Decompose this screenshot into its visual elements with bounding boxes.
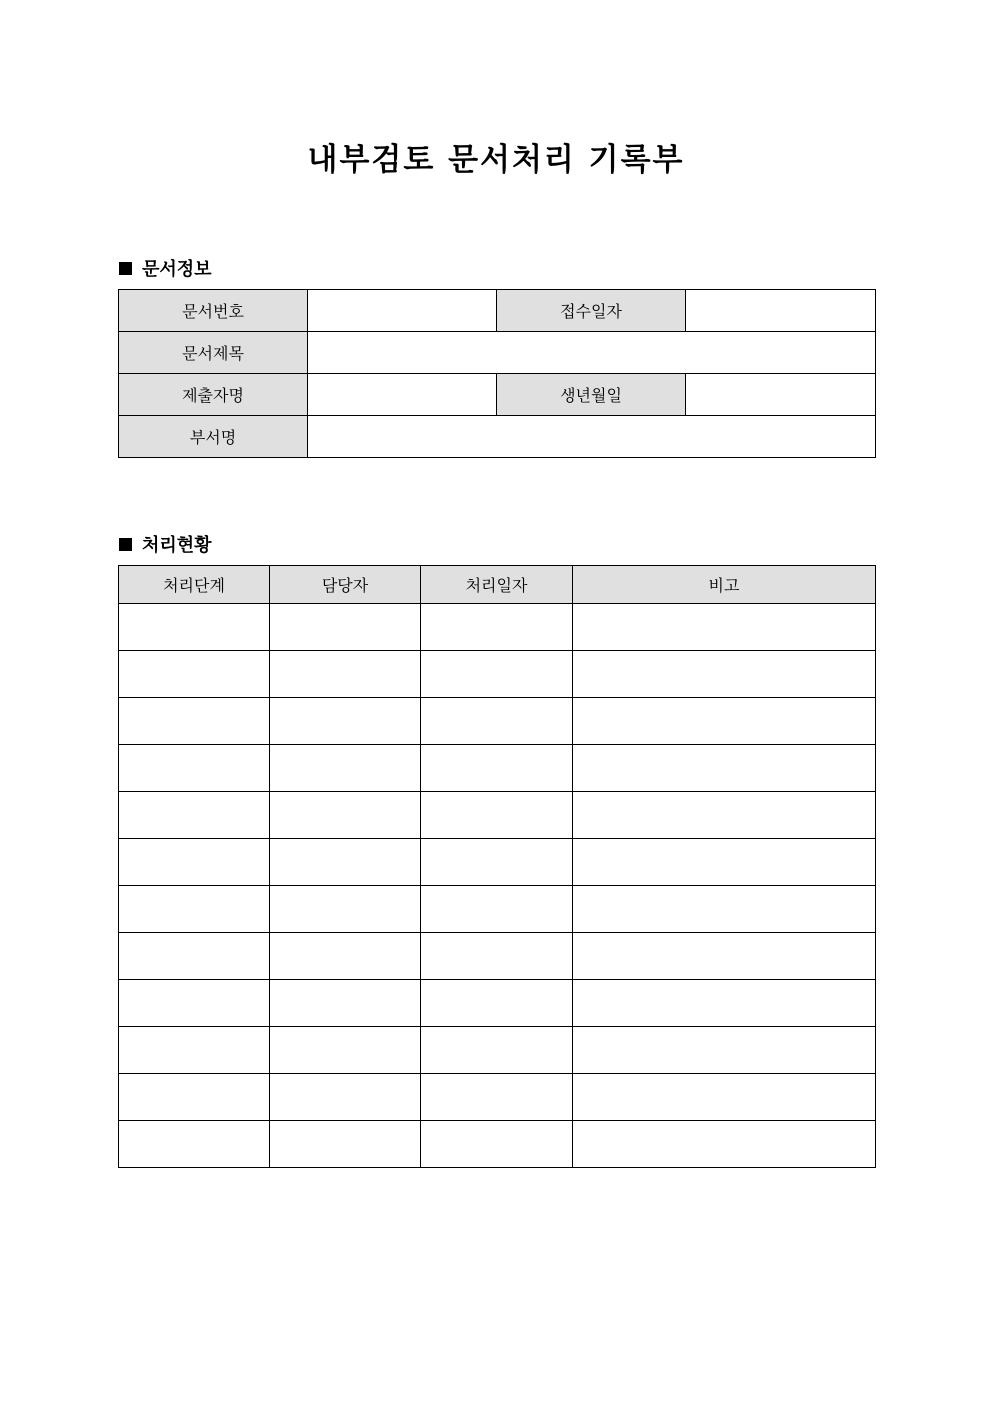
table-row [119, 604, 876, 651]
doc-title-label: 문서제목 [119, 332, 308, 374]
table-row [119, 933, 876, 980]
table-row [119, 698, 876, 745]
info-row [119, 416, 876, 458]
status-section-heading-text: 처리현황 [142, 535, 212, 556]
date-cell[interactable] [421, 651, 573, 698]
doc-no-field[interactable] [308, 290, 497, 332]
status-section-heading [119, 531, 212, 557]
stage-cell[interactable] [119, 792, 270, 839]
assignee-cell[interactable] [270, 933, 421, 980]
assignee-cell[interactable] [270, 839, 421, 886]
remarks-cell[interactable] [573, 745, 876, 792]
remarks-cell[interactable] [573, 933, 876, 980]
remarks-cell[interactable] [573, 980, 876, 1027]
department-label: 부서명 [119, 416, 308, 458]
processing-status-table [118, 565, 876, 1168]
info-section-heading-text: 문서정보 [142, 259, 212, 280]
stage-cell[interactable] [119, 1074, 270, 1121]
date-cell[interactable] [421, 792, 573, 839]
remarks-cell[interactable] [573, 1074, 876, 1121]
received-date-label: 접수일자 [497, 290, 686, 332]
table-row [119, 745, 876, 792]
doc-title-field[interactable] [308, 332, 876, 374]
remarks-cell[interactable] [573, 839, 876, 886]
date-cell[interactable] [421, 1074, 573, 1121]
date-cell[interactable] [421, 980, 573, 1027]
assignee-cell[interactable] [270, 745, 421, 792]
document-info-table [118, 289, 876, 458]
stage-cell[interactable] [119, 933, 270, 980]
remarks-cell[interactable] [573, 792, 876, 839]
stage-cell[interactable] [119, 651, 270, 698]
assignee-cell[interactable] [270, 1027, 421, 1074]
date-cell[interactable] [421, 1027, 573, 1074]
stage-cell[interactable] [119, 1121, 270, 1168]
assignee-cell[interactable] [270, 980, 421, 1027]
stage-cell[interactable] [119, 604, 270, 651]
assignee-cell[interactable] [270, 604, 421, 651]
table-row [119, 886, 876, 933]
date-cell[interactable] [421, 886, 573, 933]
assignee-cell[interactable] [270, 698, 421, 745]
submitter-field[interactable] [308, 374, 497, 416]
stage-cell[interactable] [119, 886, 270, 933]
assignee-cell[interactable] [270, 1121, 421, 1168]
remarks-cell[interactable] [573, 886, 876, 933]
info-section-heading [119, 255, 212, 281]
table-row [119, 792, 876, 839]
table-row [119, 1121, 876, 1168]
doc-no-label: 문서번호 [119, 290, 308, 332]
square-bullet-icon [119, 538, 132, 551]
remarks-cell[interactable] [573, 698, 876, 745]
stage-cell[interactable] [119, 839, 270, 886]
status-header-row [119, 566, 876, 604]
birth-date-field[interactable] [686, 374, 876, 416]
date-cell[interactable] [421, 698, 573, 745]
stage-cell[interactable] [119, 1027, 270, 1074]
stage-cell[interactable] [119, 980, 270, 1027]
table-row [119, 1074, 876, 1121]
assignee-cell[interactable] [270, 792, 421, 839]
table-row [119, 651, 876, 698]
table-row [119, 980, 876, 1027]
date-cell[interactable] [421, 839, 573, 886]
received-date-field[interactable] [686, 290, 876, 332]
info-row [119, 332, 876, 374]
page-title: 내부검토 문서처리 기록부 [307, 142, 685, 178]
stage-cell[interactable] [119, 745, 270, 792]
department-field[interactable] [308, 416, 876, 458]
table-row [119, 839, 876, 886]
assignee-cell[interactable] [270, 651, 421, 698]
column-header-stage: 처리단계 [119, 566, 270, 604]
date-cell[interactable] [421, 933, 573, 980]
column-header-remarks: 비고 [573, 566, 876, 604]
assignee-cell[interactable] [270, 1074, 421, 1121]
stage-cell[interactable] [119, 698, 270, 745]
square-bullet-icon [119, 262, 132, 275]
assignee-cell[interactable] [270, 886, 421, 933]
info-row [119, 374, 876, 416]
table-row [119, 1027, 876, 1074]
column-header-assignee: 담당자 [270, 566, 421, 604]
remarks-cell[interactable] [573, 604, 876, 651]
submitter-label: 제출자명 [119, 374, 308, 416]
column-header-date: 처리일자 [421, 566, 573, 604]
date-cell[interactable] [421, 1121, 573, 1168]
info-row [119, 290, 876, 332]
birth-date-label: 생년월일 [497, 374, 686, 416]
remarks-cell[interactable] [573, 651, 876, 698]
date-cell[interactable] [421, 604, 573, 651]
remarks-cell[interactable] [573, 1121, 876, 1168]
remarks-cell[interactable] [573, 1027, 876, 1074]
date-cell[interactable] [421, 745, 573, 792]
